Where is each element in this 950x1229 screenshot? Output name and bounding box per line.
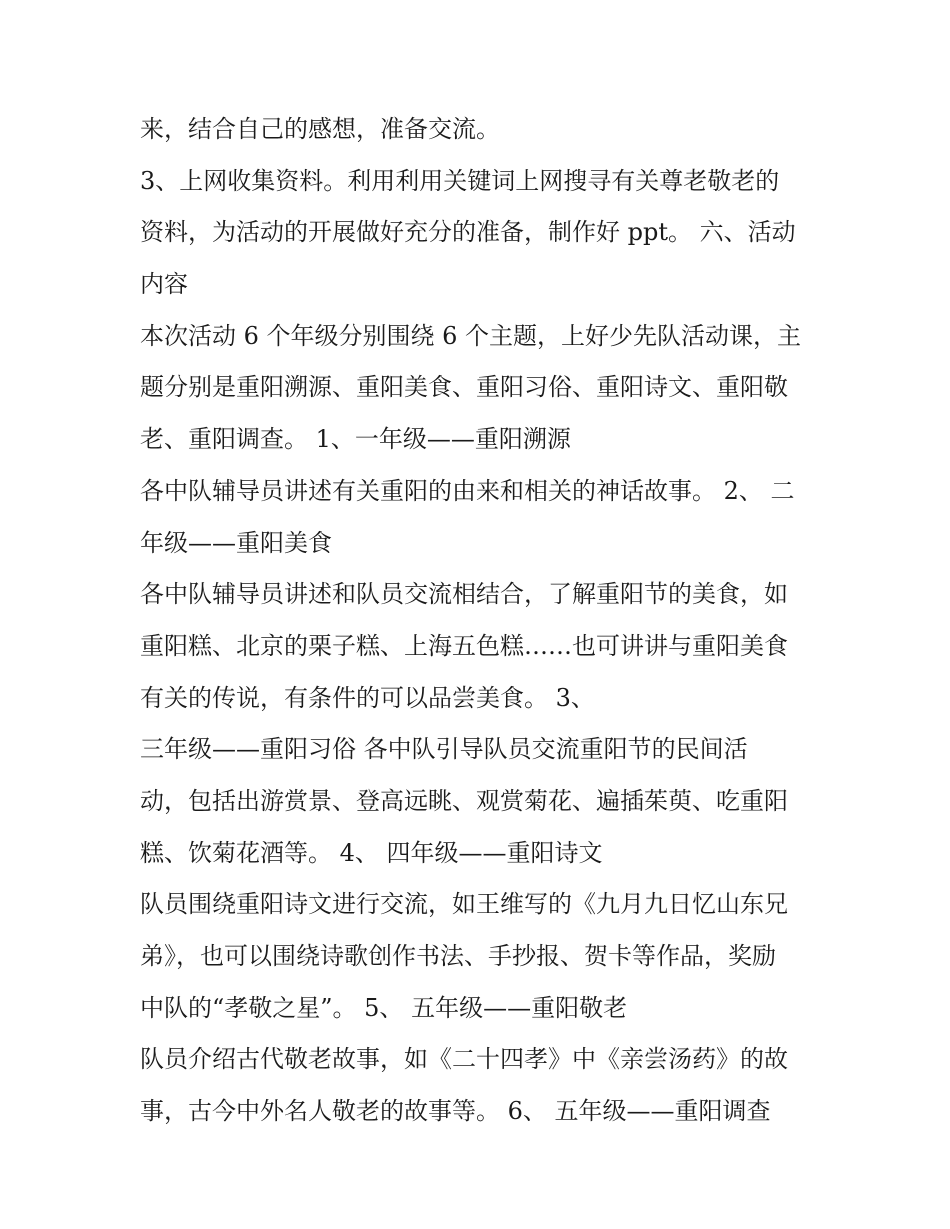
text-line: 3、上网收集资料。利用利用关键词上网搜寻有关尊老敬老的 [140,166,780,195]
text-line: 内容 [140,270,188,299]
document-body [140,104,820,1138]
text-line: 来，结合自己的感想，准备交流。 [140,115,500,143]
text-line: 糕、饮菊花酒等。 4、 四年级——重阳诗文 [140,838,603,867]
text-line: 队员围绕重阳诗文进行交流，如王维写的《九月九日忆山东兄 [140,890,788,919]
text-line: 题分别是重阳溯源、重阳美食、重阳习俗、重阳诗文、重阳敬 [140,373,788,402]
text-line: 队员介绍古代敬老故事，如《二十四孝》中《亲尝汤药》的故 [140,1045,788,1074]
text-line: 三年级——重阳习俗 各中队引导队员交流重阳节的民间活 [140,735,748,764]
text-line: 本次活动 6 个年级分别围绕 6 个主题，上好少先队活动课，主 [140,321,802,350]
text-line: 弟》，也可以围绕诗歌创作书法、手抄报、贺卡等作品，奖励 [140,942,776,970]
text-line: 资料，为活动的开展做好充分的准备，制作好 ppt。 六、活动 [140,218,796,247]
text-line: 中队的“孝敬之星”。 5、 五年级——重阳敬老 [140,993,628,1022]
text-line: 各中队辅导员讲述和队员交流相结合，了解重阳节的美食，如 [140,580,788,609]
text-line: 事，古今中外名人敬老的故事等。 6、 五年级——重阳调查 [140,1097,771,1126]
text-line: 年级——重阳美食 [140,528,332,557]
text-line: 重阳糕、北京的栗子糕、上海五色糕……也可讲讲与重阳美食 [140,631,788,660]
text-line: 老、重阳调查。 1、一年级——重阳溯源 [140,425,571,454]
text-line: 各中队辅导员讲述有关重阳的由来和相关的神话故事。 2、 二 [140,476,795,505]
text-line: 动，包括出游赏景、登高远眺、观赏菊花、遍插茱萸、吃重阳 [140,786,788,815]
text-line: 有关的传说，有条件的可以品尝美食。 3、 [140,683,595,712]
